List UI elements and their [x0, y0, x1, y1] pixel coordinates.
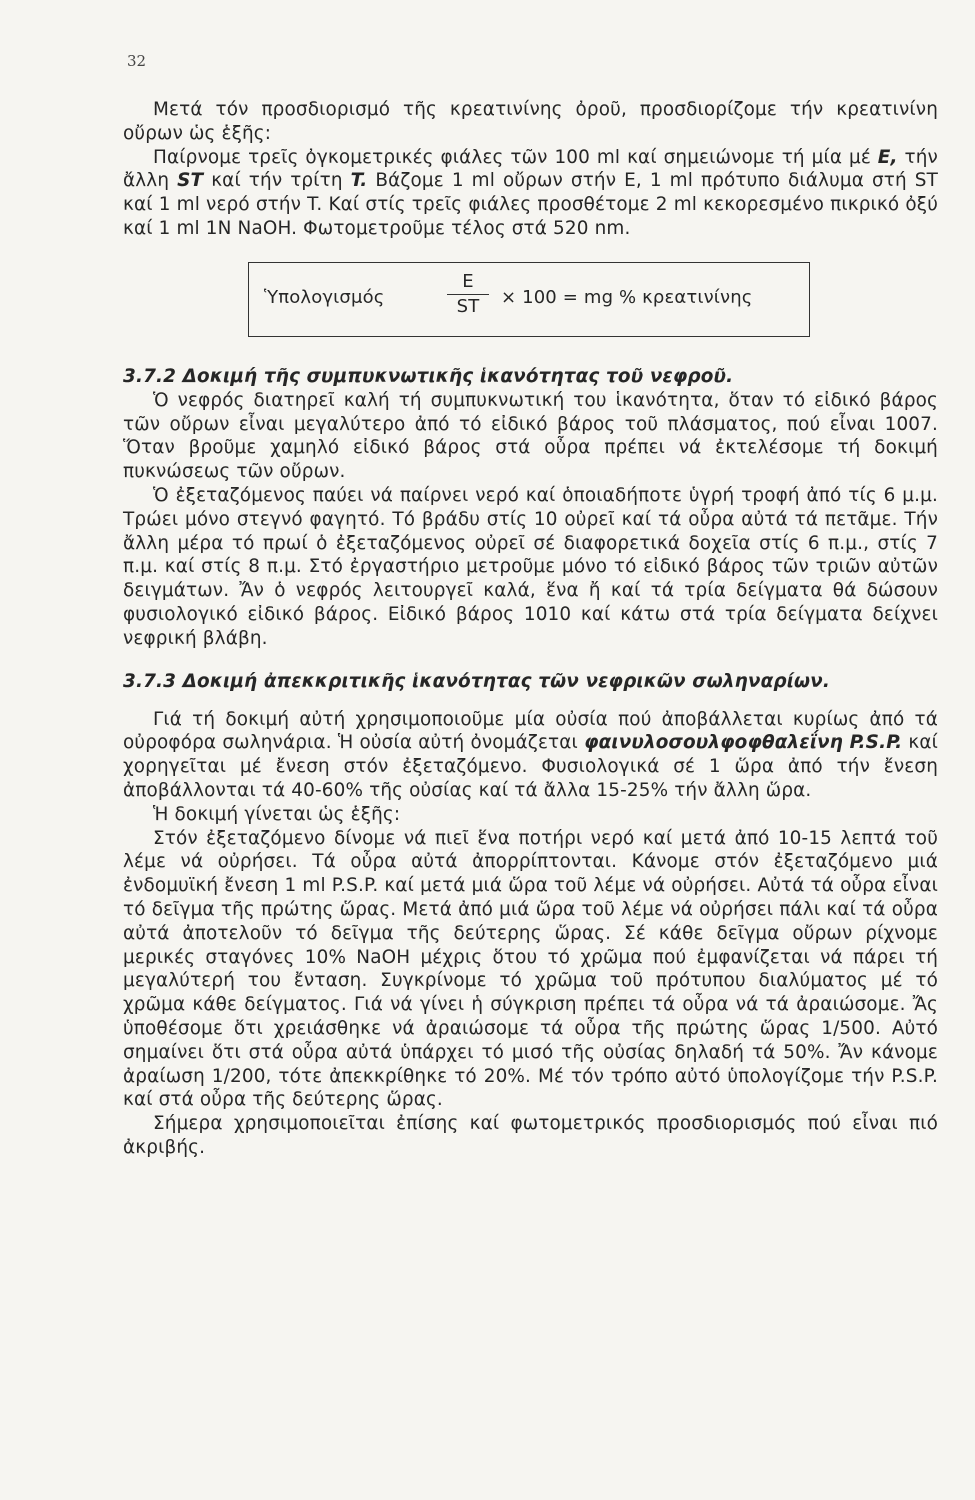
formula-result: × 100 = mg % κρεατινίνης	[501, 286, 753, 308]
intro-paragraph: Μετά τόν προσδιορισμό τῆς κρεατινίνης ὀροῦ, προσδιορίζομε τήν κρεατινίνη οὔρων ὡς ἑξῆς:	[123, 99, 938, 144]
section-heading-concentration-test: 3.7.2 Δοκιμή τῆς συμπυκνωτικῆς ἱκανότητας τοῦ νεφροῦ.	[123, 365, 734, 387]
excretion-paragraph-3: Στόν ἐξεταζόμενο δίνομε νά πιεῖ ἕνα ποτήρι νερό καί μετά ἀπό 10-15 λεπτά τοῦ λέμε νά οὐρήσει. Τά οὖρα αὐτά ἀπορρίπτονται. Κάνομε στόν ἐξεταζόμενο μιά ἐνδομυϊκή ἔνεση 1 ml P.S.P. καί μετά μιά ὥρα τοῦ λέμε νά οὐρήσει. Αὐτά τά οὖρα εἶναι τό δεῖγμα τῆς πρώτης ὥρας. Μετά ἀπό μιά ὥρα τοῦ λέμε νά οὐρήσει πάλι καί τά οὖρα αὐτά ἀποτελοῦν τό δεῖγμα τῆς δεύτερης ὥρας. Σέ κάθε δεῖγμα οὔρων ρίχνομε μερικές σταγόνες 10% NaOH μέχρις ὅτου τό χρῶμα πού ἐμφανίζεται νά πάρει τή μεγαλύτερή του ἔνταση. Συγκρίνομε τό χρῶμα τοῦ πρότυπου διαλύματος μέ τό χρῶμα κάθε δείγματος. Γιά νά γίνει ἡ σύγκριση πρέπει τά οὖρα νά τά ἀραιώσομε. Ἄς ὑποθέσομε ὅτι χρειάσθηκε νά ἀραιώσομε τά οὖρα τῆς πρώτης ὥρας 1/500. Αὐτό σημαίνει ὅτι στά οὖρα αὐτά ὑπάρχει τό μισό τῆς οὐσίας δηλαδή τά 50%. Ἄν κάνομε ἀραίωση 1/200, τότε ἀπεκκρίθηκε τό 20%. Μέ τόν τρόπο αὐτό ὑπολογίζομε τήν P.S.P. καί στά οὖρα τῆς δεύτερης ὥρας.	[123, 827, 938, 1111]
flask-st-label: ST	[177, 170, 204, 192]
flask-t-label: T.	[350, 170, 368, 192]
page-body	[123, 98, 938, 1160]
excretion-paragraph-2: Ἡ δοκιμή γίνεται ὡς ἑξῆς:	[153, 803, 401, 825]
calculation-formula-box	[248, 262, 810, 337]
excretion-paragraph-4: Σήμερα χρησιμοποιεῖται ἐπίσης καί φωτομετρικός προσδιορισμός πού εἶναι πιό ἀκριβής.	[123, 1113, 938, 1158]
flask-e-label: E,	[877, 146, 898, 168]
page-number: 32	[127, 52, 147, 70]
concentration-paragraph-2: Ὁ ἐξεταζόμενος παύει νά παίρνει νερό καί ὁποιαδήποτε ὑγρή τροφή ἀπό τίς 6 μ.μ. Τρώει μόνο στεγνό φαγητό. Τό βράδυ στίς 10 οὐρεῖ καί τά οὖρα αὐτά τά πετᾶμε. Τήν ἄλλη μέρα τό πρωί ὁ ἐξεταζόμενος οὐρεῖ σέ διαφορετικά δοχεῖα στίς 6 π.μ., στίς 7 π.μ. καί στίς 8 π.μ. Στό ἐργαστήριο μετροῦμε μόνο τό εἰδικό βάρος τῶν τριῶν αὐτῶν δειγμάτων. Ἄν ὁ νεφρός λειτουργεῖ καλά, ἕνα ἤ καί τά τρία δείγματα θά δώσουν φυσιολογικό εἰδικό βάρος. Εἰδικό βάρος 1010 καί κάτω στά τρία δείγματα δείχνει νεφρική βλάβη.	[123, 484, 938, 649]
section-heading-excretion-test: 3.7.3 Δοκιμή ἀπεκκριτικῆς ἱκανότητας τῶν νεφρικῶν σωληναρίων.	[123, 670, 830, 692]
psp-substance-name: φαινυλοσουλφοφθαλεΐνη P.S.P.	[584, 732, 903, 754]
formula-denominator: ST	[456, 295, 480, 317]
formula-numerator: E	[462, 270, 474, 292]
formula-label: Ὑπολογισμός	[264, 286, 385, 308]
excretion-paragraph-1: Γιά τή δοκιμή αὐτή χρησιμοποιοῦμε μία οὐσία πού ἀποβάλλεται κυρίως ἀπό τά οὐροφόρα σωληνάρια. Ἡ οὐσία αὐτή ὀνομάζεται φαινυλοσουλφοφθαλεΐνη P.S.P. καί χορηγεῖται μέ ἔνεση στόν ἐξεταζόμενο. Φυσιολογικά σέ 1 ὥρα ἀπό τήν ἔνεση ἀποβάλλονται τά 40-60% τῆς οὐσίας καί τά ἄλλα 15-25% τήν ἄλλη ὥρα.	[123, 708, 938, 801]
procedure-paragraph: Παίρνομε τρεῖς ὀγκομετρικές φιάλες τῶν 100 ml καί σημειώνομε τή μία μέ E, τήν ἄλλη ST καί τήν τρίτη T. Βάζομε 1 ml οὔρων στήν E, 1 ml πρότυπο διάλυμα στή ST καί 1 ml νερό στήν T. Καί στίς τρεῖς φιάλες προσθέτομε 2 ml κεκορεσμένο πικρικό ὀξύ καί 1 ml 1N NaOH. Φωτομετροῦμε τέλος στά 520 nm.	[123, 146, 939, 239]
formula-fraction	[445, 270, 491, 319]
concentration-paragraph-1: Ὁ νεφρός διατηρεῖ καλή τή συμπυκνωτική του ἱκανότητα, ὅταν τό εἰδικό βάρος τῶν οὔρων εἶναι μεγαλύτερο ἀπό τό εἰδικό βάρος τοῦ πλάσματος, πού εἶναι 1007. Ὅταν βροῦμε χαμηλό εἰδικό βάρος στά οὖρα πρέπει νά ἐκτελέσομε τή δοκιμή πυκνώσεως τῶν οὔρων.	[123, 389, 938, 483]
